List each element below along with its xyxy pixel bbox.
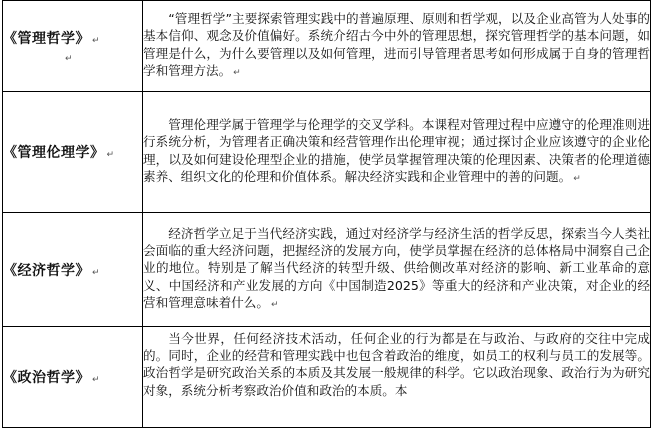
course-title: 《经济哲学》 [3,262,90,279]
course-description-cell [143,92,651,213]
paragraph-mark-icon: ↵ [106,150,115,160]
course-table [2,0,651,428]
course-title-cell [3,92,143,213]
course-description: 管理伦理学属于管理学与伦理学的交叉学科。本课程对管理过程中应遵守的伦理准则进行系统分析，为管理者正确决策和经营管理作出伦理审视；通过探讨企业应该遵守的企业伦理，以及如何建设伦理型企业的措施，使学员掌握管理决策的伦理因素、决策者的伦理道德素养、组织文化的伦理和价值体系。解决经济实践和企业管理中的善的问题。 [143,117,650,184]
table-row [3,327,651,428]
course-title: 《政治哲学》 [3,370,90,386]
paragraph-mark-icon: ↵ [92,36,100,46]
course-title-cell [3,1,143,92]
course-description-cell [143,327,651,428]
paragraph-mark-icon: ↵ [573,173,581,184]
paragraph-mark-icon: ↵ [92,375,100,385]
course-title: 《管理哲学》 [3,31,90,47]
course-title: 《管理伦理学》 [3,145,105,161]
table-row [3,213,651,327]
course-description-cell [143,1,651,92]
paragraph-mark-icon: ↵ [270,299,279,310]
table-row [3,92,651,213]
course-description-cell [143,213,651,327]
course-description: 经济哲学立足于当代经济实践，通过对经济学与经济生活的哲学反思，探索当今人类社会面临的重大经济问题，把握经济的发展方向，使学员掌握在经济的总体格局中洞察自己企业的地位。特别是了解当代经济的转型升级、供给侧改革对经济的影响、新工业革命的意义、中国经济和产业发展的方向《中国制造2025》等重大的经济和产业决策，对企业的经营和管理意味着什么。 [143,225,650,310]
paragraph-mark-icon: ↵ [233,67,241,78]
paragraph-mark-icon: ↵ [92,267,100,278]
paragraph-mark-icon: ↵ [65,54,73,64]
course-title-cell [3,213,143,327]
course-description: 当今世界，任何经济技术活动，任何企业的行为都是在与政治、与政府的交往中完成的。同时，企业的经营和管理实践中也包含着政治的维度，如员工的权利与员工的发展等。政治哲学是研究政治关系的本质及其发展一般规律的科学。它以政治现象、政治行为为研究对象，系统分析考察政治价值和政治的本质。本 [143,331,650,398]
course-description: “管理哲学”主要探索管理实践中的普遍原理、原则和哲学观，以及企业高管为人处事的基本信仰、观念及价值偏好。系统介绍古今中外的管理思想，探究管理哲学的基本问题，如管理是什么，为什么要管理以及如何管理，进而引导管理者思考如何形成属于自身的管理哲学和管理方法。 [143,11,650,78]
table-row [3,1,651,92]
course-title-cell [3,327,143,428]
